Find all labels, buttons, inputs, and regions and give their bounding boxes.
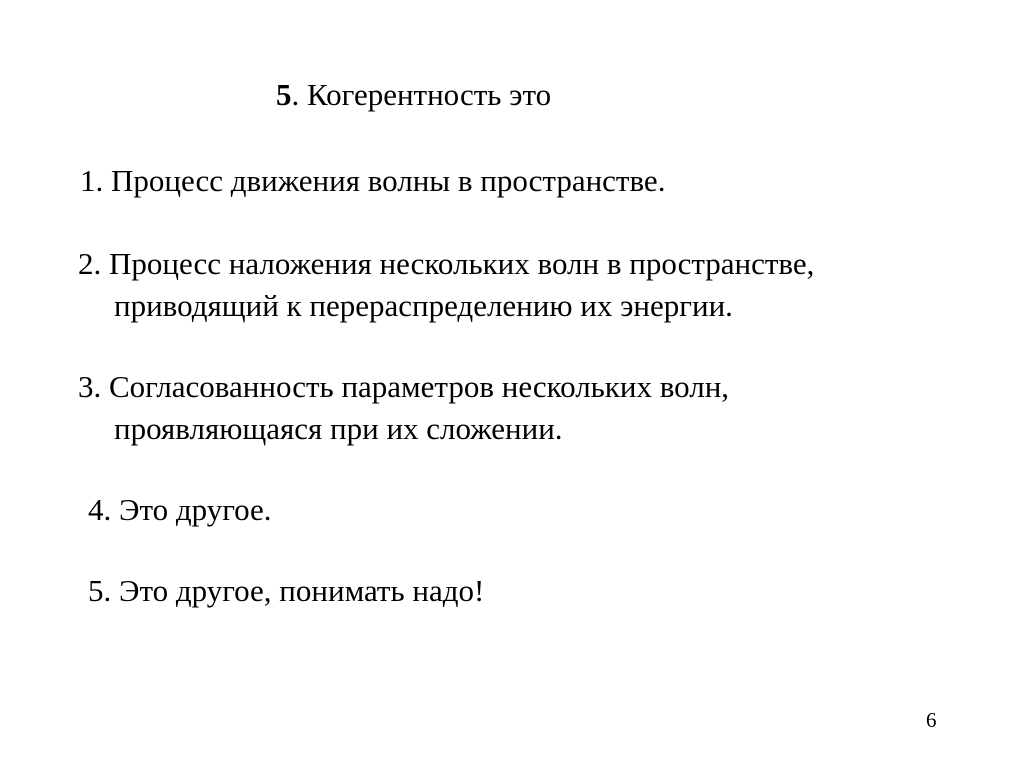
answer-option-4[interactable] xyxy=(88,489,272,531)
answer-option-2-line-2: приводящий к перераспределению их энергии. xyxy=(114,288,733,323)
question-number: 5 xyxy=(276,77,292,112)
answer-option-5-line-1: 5. Это другое, понимать надо! xyxy=(88,573,485,608)
answer-option-2[interactable] xyxy=(78,243,814,327)
answer-option-1[interactable] xyxy=(80,160,665,202)
answer-option-4-line-1: 4. Это другое. xyxy=(88,492,272,527)
answer-option-5[interactable] xyxy=(88,570,484,612)
question-text: . Когерентность это xyxy=(291,77,552,112)
answer-option-3-line-1: 3. Согласованность параметров нескольких волн, xyxy=(78,369,730,404)
answer-option-2-line-1: 2. Процесс наложения нескольких волн в пространстве, xyxy=(78,246,815,281)
question-title xyxy=(276,74,551,116)
answer-option-3-line-2: проявляющаяся при их сложении. xyxy=(114,411,563,446)
answer-option-3[interactable] xyxy=(78,366,729,450)
answer-option-1-line-1: 1. Процесс движения волны в пространстве. xyxy=(80,163,666,198)
page-number: 6 xyxy=(926,708,937,732)
